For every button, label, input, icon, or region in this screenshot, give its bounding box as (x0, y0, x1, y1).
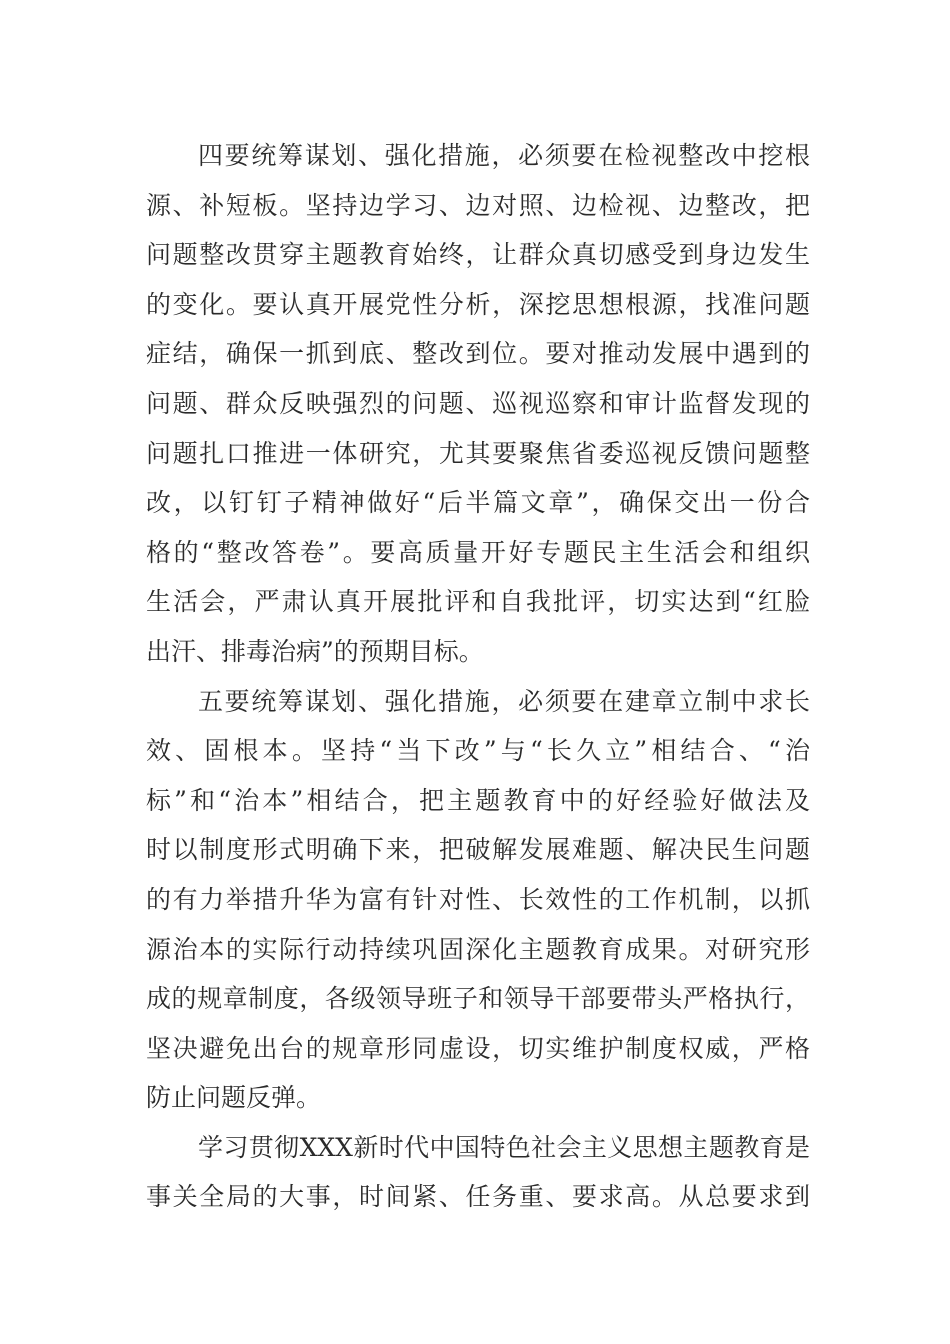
document-body (146, 131, 810, 1222)
text-line: 源治本的实际行动持续巩固深化主题教育成果。对研究形 (146, 934, 810, 964)
text-line: 格的“整改答卷”。要高质量开好专题民主生活会和组织 (146, 537, 810, 567)
text-line: 四要统筹谋划、强化措施，必须要在检视整改中挖根 (198, 141, 810, 170)
text-line: 学习贯彻XXX新时代中国特色社会主义思想主题教育是 (198, 1132, 810, 1162)
paragraph-1 (146, 131, 810, 677)
text-line: 防止问题反弹。 (146, 1083, 322, 1113)
text-line: 时以制度形式明确下来，把破解发展难题、解决民生问题 (146, 835, 810, 865)
text-line: 的有力举措升华为富有针对性、长效性的工作机制，以抓 (146, 884, 810, 914)
text-line: 改，以钉钉子精神做好“后半篇文章”，确保交出一份合 (146, 488, 810, 518)
text-line: 源、补短板。坚持边学习、边对照、边检视、边整改，把 (146, 190, 810, 220)
paragraph-2 (146, 677, 810, 1123)
text-line: 问题、群众反映强烈的问题、巡视巡察和审计监督发现的 (146, 388, 810, 418)
text-line: 效、固根本。坚持“当下改”与“长久立”相结合、“治 (146, 736, 810, 766)
text-line: 坚决避免出台的规章形同虚设，切实维护制度权威，严格 (146, 1033, 810, 1063)
text-line: 标”和“治本”相结合，把主题教育中的好经验好做法及 (146, 785, 810, 815)
text-line: 症结，确保一抓到底、整改到位。要对推动发展中遇到的 (146, 339, 810, 369)
paragraph-3 (146, 1123, 810, 1222)
text-line: 事关全局的大事，时间紧、任务重、要求高。从总要求到 (146, 1182, 810, 1212)
text-line: 五要统筹谋划、强化措施，必须要在建章立制中求长 (198, 686, 810, 716)
text-line: 成的规章制度，各级领导班子和领导干部要带头严格执行， (146, 984, 810, 1014)
text-line: 出汗、排毒治病”的预期目标。 (146, 636, 484, 666)
text-line: 的变化。要认真开展党性分析，深挖思想根源，找准问题 (146, 289, 810, 319)
text-line: 问题整改贯穿主题教育始终，让群众真切感受到身边发生 (146, 240, 810, 270)
text-line: 问题扎口推进一体研究，尤其要聚焦省委巡视反馈问题整 (146, 438, 810, 468)
text-line: 生活会，严肃认真开展批评和自我批评，切实达到“红脸 (146, 587, 810, 617)
